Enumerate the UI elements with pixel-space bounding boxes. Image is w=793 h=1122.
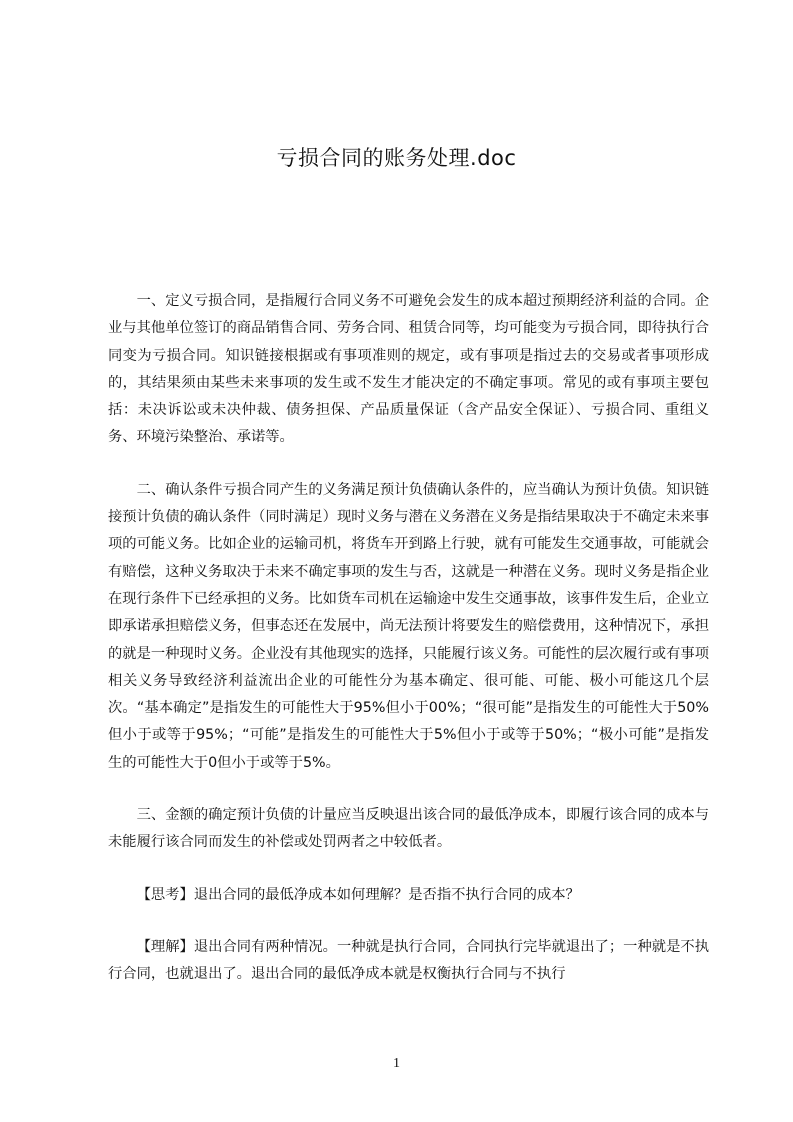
document-title: 亏损合同的账务处理.doc — [276, 146, 517, 170]
paragraph-recognition-conditions: 二、确认条件亏损合同产生的义务满足预计负债确认条件的，应当确认为预计负债。知识链接预计负债的确认条件（同时满足）现时义务与潜在义务潜在义务是指结果取决于不确定未来事项的可能义务。比如企业的运输司机，将货车开到路上行驶，就有可能发生交通事故，可能就会有赔偿，这种义务取决于未来不确定事项的发生与否，这就是一种潜在义务。现时义务是指企业在现行条件下已经承担的义务。比如货车司机在运输途中发生交通事故，该事件发生后，企业立即承诺承担赔偿义务，但事态还在发展中，尚无法预计将要发生的赔偿费用，这种情况下，承担的就是一种现时义务。企业没有其他现实的选择，只能履行该义务。可能性的层次履行或有事项相关义务导致经济利益流出企业的可能性分为基本确定、很可能、可能、极小可能这几个层次。“基本确定”是指发生的可能性大于95%但小于00%；“很可能”是指发生的可能性大于50%但小于或等于95%；“可能”是指发生的可能性大于5%但小于或等于50%；“极小可能”是指发生的可能性大于0但小于或等于5%。 — [108, 481, 709, 771]
paragraph-thinking-question: 【思考】退出合同的最低净成本如何理解？是否指不执行合同的成本？ — [136, 886, 580, 903]
paragraph-amount-determination: 三、金额的确定预计负债的计量应当反映退出该合同的最低净成本，即履行该合同的成本与未能履行该合同而发生的补偿或处罚两者之中较低者。 — [108, 807, 709, 851]
document-body — [108, 288, 709, 989]
paragraph-understanding: 【理解】退出合同有两种情况。一种就是执行合同，合同执行完毕就退出了；一种就是不执行合同，也就退出了。退出合同的最低净成本就是权衡执行合同与不执行 — [108, 938, 709, 983]
page-number: 1 — [393, 1056, 400, 1071]
paragraph-definition: 一、定义亏损合同，是指履行合同义务不可避免会发生的成本超过预期经济利益的合同。企业与其他单位签订的商品销售合同、劳务合同、租赁合同等，均可能变为亏损合同，即待执行合同变为亏损合同。知识链接根据或有事项准则的规定，或有事项是指过去的交易或者事项形成的，其结果须由某些未来事项的发生或不发生才能决定的不确定事项。常见的或有事项主要包括：未决诉讼或未决仲裁、债务担保、产品质量保证（含产品安全保证）、亏损合同、重组义务、环境污染整治、承诺等。 — [108, 293, 709, 446]
